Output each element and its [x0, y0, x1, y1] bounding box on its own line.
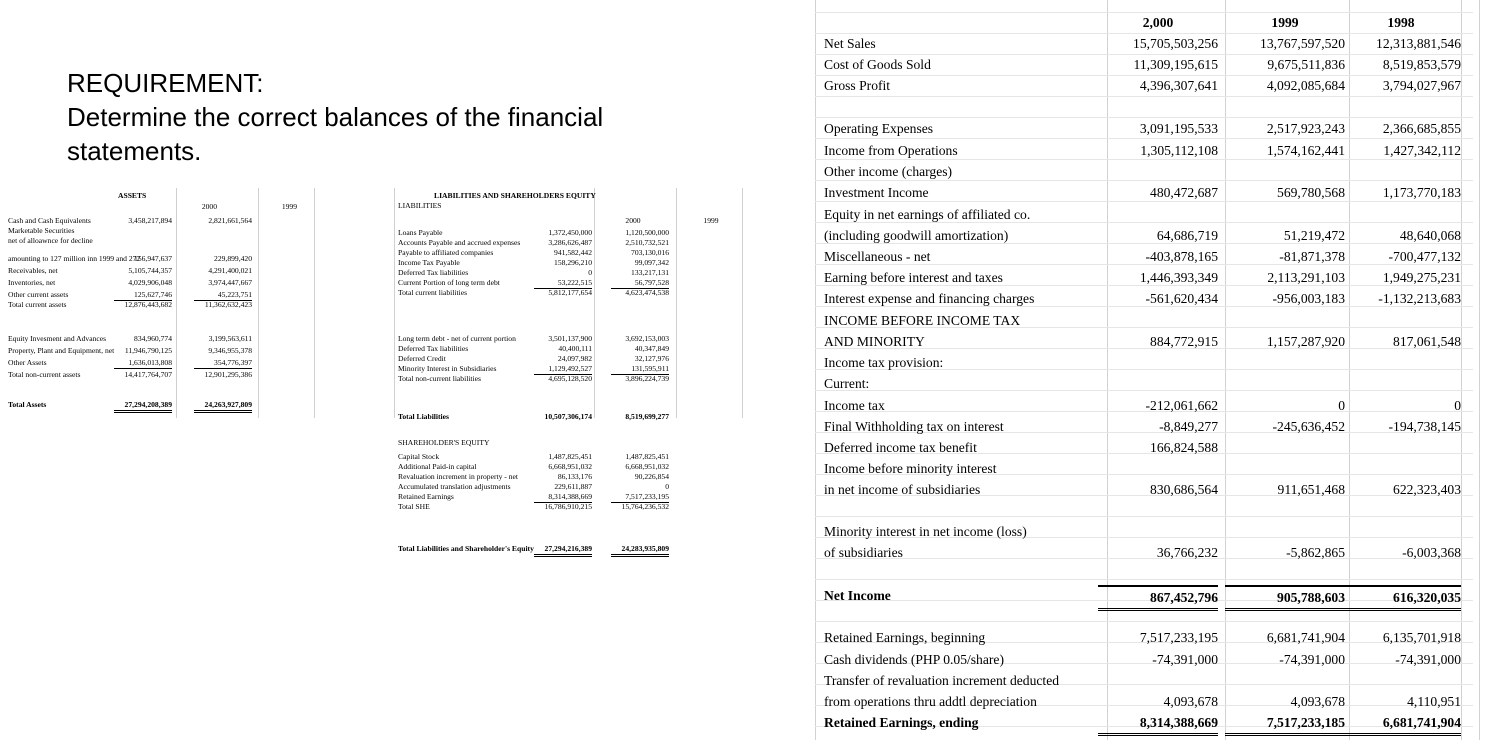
row-value-1999: 8,519,699,277 — [625, 412, 669, 421]
row-value-2000: 5,812,177,654 — [548, 288, 592, 297]
equity-label: Retained Earnings — [398, 492, 454, 501]
statement-row-label: Retained Earnings, beginning — [824, 630, 986, 645]
statement-row-label: Income tax provision: — [824, 355, 944, 370]
statement-row-value: 480,472,687 — [1150, 185, 1218, 200]
row-value-1999: 1,120,500,000 — [625, 228, 669, 237]
row-value-2000: 1,487,825,451 — [548, 452, 592, 461]
row-value-2000: 10,507,306,174 — [544, 412, 592, 421]
row-value-2000: 1,636,013,808 — [114, 358, 172, 369]
row-value-1999: 229,899,420 — [214, 254, 252, 263]
row-value-1999: 2,821,661,564 — [208, 216, 252, 225]
row-value-2000: 3,286,626,487 — [548, 238, 592, 247]
statement-row-value — [1341, 670, 1461, 691]
statement-row-value — [1225, 458, 1345, 479]
statement-row-label: Minority interest in net income (loss) — [824, 524, 1027, 539]
statement-row-label: Deferred income tax benefit — [824, 440, 977, 455]
statement-row-value: 4,093,678 — [1290, 694, 1345, 709]
grid-line — [815, 516, 1473, 517]
assets-title: ASSETS — [118, 191, 147, 200]
liability-label: Deferred Tax liabilities — [398, 268, 469, 277]
statement-row-value — [1341, 437, 1461, 458]
statement-row-label: Net Sales — [824, 36, 876, 51]
statement-row-value — [1098, 204, 1218, 225]
row-value-1999: 0 — [665, 482, 669, 491]
statement-row-label: Miscellaneous - net — [824, 249, 931, 264]
statement-row-value: 4,396,307,641 — [1139, 78, 1218, 93]
statement-row-value: -561,620,434 — [1145, 291, 1218, 306]
grid-line — [742, 188, 743, 418]
row-value-1999: 32,127,976 — [634, 354, 669, 363]
liability-label: Long term debt - net of current portion — [398, 334, 516, 343]
statement-row-value: 12,313,881,546 — [1376, 36, 1461, 51]
statement-row-value: 13,767,597,520 — [1260, 36, 1345, 51]
statement-row-label: Transfer of revaluation increment deducted — [824, 673, 1060, 688]
row-value-2000: 156,947,637 — [134, 254, 172, 263]
row-value-2000: 158,296,210 — [554, 258, 592, 267]
statement-row-label: Cost of Goods Sold — [824, 57, 931, 72]
statement-row-value: 6,681,741,904 — [1341, 712, 1461, 736]
statement-row-value — [1341, 204, 1461, 225]
row-value-2000: 6,668,951,032 — [548, 462, 592, 471]
statement-row-value — [1225, 204, 1345, 225]
statement-row-value: -403,878,165 — [1145, 249, 1218, 264]
liability-label: Income Tax Payable — [398, 258, 460, 267]
row-value-2000: 40,400,111 — [558, 344, 592, 353]
row-value-1999: 12,901,295,386 — [204, 370, 252, 379]
statement-row-label: Current: — [824, 376, 870, 391]
statement-row-label: from operations thru addtl depreciation — [824, 694, 1037, 709]
row-value-2000: 0 — [588, 268, 592, 277]
statement-row-value: 3,794,027,967 — [1382, 78, 1461, 93]
statement-row-value: 830,686,564 — [1150, 482, 1218, 497]
requirement-text — [67, 66, 707, 168]
row-value-2000: 834,960,774 — [134, 334, 172, 343]
row-value-1999: 354,776,397 — [194, 358, 252, 369]
grid-line — [258, 188, 259, 418]
asset-label: Cash and Cash Equivalents — [8, 216, 91, 225]
grid-line — [815, 0, 816, 740]
row-value-2000: 14,417,764,707 — [124, 370, 172, 379]
balance-sheet — [6, 188, 768, 568]
statement-row-value — [1225, 352, 1345, 373]
grid-line — [1461, 0, 1462, 740]
statement-row-label: Gross Profit — [824, 78, 891, 93]
statement-row-value: 905,788,603 — [1225, 585, 1345, 611]
statement-row-value: 817,061,548 — [1393, 334, 1461, 349]
statement-row-value: -5,862,865 — [1286, 545, 1345, 560]
grid-line — [815, 621, 1473, 622]
statement-row-value: 9,675,511,836 — [1267, 57, 1345, 72]
row-value-1999: 703,130,016 — [631, 248, 669, 257]
statement-row-value: 64,686,719 — [1156, 228, 1218, 243]
statement-row-value: 4,092,085,684 — [1266, 78, 1345, 93]
statement-row-label: Net Income — [824, 588, 891, 603]
statement-row-value: -6,003,368 — [1402, 545, 1461, 560]
row-value-1999: 3,692,153,003 — [625, 334, 669, 343]
statement-row-value: 36,766,232 — [1156, 545, 1218, 560]
statement-row-value: 2,113,291,103 — [1267, 270, 1345, 285]
statement-row-value: 166,824,588 — [1150, 440, 1218, 455]
statement-row-value: 1,574,162,441 — [1266, 143, 1345, 158]
total-liabilities-equity-label: Total Liabilities and Shareholder's Equity — [398, 544, 534, 553]
row-value-1999: 1,487,825,451 — [625, 452, 669, 461]
statement-row-value: -245,636,452 — [1272, 419, 1345, 434]
statement-row-value — [1341, 161, 1461, 182]
statement-row-label: Income tax — [824, 398, 885, 413]
statement-row-value: 0 — [1338, 398, 1345, 413]
grid-line — [594, 188, 595, 418]
year-header-1999: 1999 — [281, 202, 297, 211]
statement-row-value: 7,517,233,185 — [1225, 712, 1345, 736]
statement-row-value: 6,135,701,918 — [1382, 630, 1461, 645]
statement-row-value: -74,391,000 — [1279, 652, 1345, 667]
row-value-2000: 8,314,388,669 — [534, 492, 592, 503]
statement-row-value — [1098, 161, 1218, 182]
equity-label: Revaluation increment in property - net — [398, 472, 518, 481]
asset-label: Total non-current assets — [8, 370, 81, 379]
row-value-1999: 3,974,447,667 — [208, 278, 252, 287]
liability-label: Minority Interest in Subsidiaries — [398, 364, 497, 373]
row-value-1999: 6,668,951,032 — [625, 462, 669, 471]
liability-label: Payable to affiliated companies — [398, 248, 494, 257]
statement-row-label: Final Withholding tax on interest — [824, 419, 1004, 434]
statement-row-value: 8,519,853,579 — [1382, 57, 1461, 72]
statement-row-value: 1,305,112,108 — [1140, 143, 1218, 158]
statement-row-value: 569,780,568 — [1277, 185, 1345, 200]
statement-row-value — [1225, 670, 1345, 691]
row-value-2000: 27,294,216,389 — [534, 544, 592, 557]
statement-row-label: Interest expense and financing charges — [824, 291, 1035, 306]
statement-row-value — [1225, 373, 1345, 394]
statement-row-value — [1225, 521, 1345, 542]
row-value-1999: 133,217,131 — [631, 268, 669, 277]
statement-row-label: of subsidiaries — [824, 545, 903, 560]
grid-line — [676, 188, 677, 418]
statement-row-value: 1,157,287,920 — [1266, 334, 1345, 349]
year-header-1999: 1999 — [703, 216, 719, 225]
grid-line — [314, 188, 315, 418]
statement-row-value: 1,173,770,183 — [1382, 185, 1461, 200]
row-value-1999: 3,896,224,739 — [625, 374, 669, 383]
year-header: 1998 — [1387, 15, 1415, 30]
row-value-2000: 86,133,176 — [557, 472, 592, 481]
row-value-2000: 3,458,217,894 — [128, 216, 172, 225]
statement-row-value — [1098, 670, 1218, 691]
statement-row-value — [1098, 458, 1218, 479]
row-value-1999: 11,362,632,423 — [204, 300, 252, 309]
statement-row-label: Other income (charges) — [824, 164, 953, 179]
statement-row-value — [1098, 373, 1218, 394]
row-value-1999: 15,764,236,532 — [621, 502, 669, 511]
statement-row-label: INCOME BEFORE INCOME TAX — [824, 313, 1021, 328]
statement-row-value: 4,110,951 — [1407, 694, 1461, 709]
row-value-2000: 11,946,790,125 — [124, 346, 172, 355]
statement-row-value: -1,132,213,683 — [1378, 291, 1461, 306]
row-value-2000: 229,611,887 — [554, 482, 592, 491]
row-value-1999: 4,623,474,538 — [625, 288, 669, 297]
grid-line — [815, 96, 1473, 97]
statement-row-label: Income from Operations — [824, 143, 958, 158]
statement-row-value — [1341, 310, 1461, 331]
asset-label: Other current assets — [8, 290, 69, 299]
row-value-1999: 4,291,400,021 — [208, 266, 252, 275]
asset-label: Inventories, net — [8, 278, 56, 287]
asset-label: Receivables, net — [8, 266, 58, 275]
row-value-2000: 125,627,746 — [114, 290, 172, 301]
asset-label: amounting to 127 million inn 1999 and 272 — [8, 254, 141, 263]
liability-label: Loans Payable — [398, 228, 443, 237]
statement-row-value: 2,517,923,243 — [1266, 121, 1345, 136]
row-value-1999: 9,346,955,378 — [208, 346, 252, 355]
liability-label: Accounts Payable and accrued expenses — [398, 238, 521, 247]
grid-line — [176, 188, 177, 418]
liabilities-subtitle: LIABILITIES — [398, 201, 442, 210]
statement-row-value: 1,427,342,112 — [1383, 143, 1461, 158]
total-assets-label: Total Assets — [8, 400, 47, 409]
grid-line — [394, 188, 395, 418]
statement-row-label: Retained Earnings, ending — [824, 715, 979, 730]
year-header: 1999 — [1271, 15, 1299, 30]
asset-label: Marketable Securities — [8, 226, 75, 235]
row-value-2000: 941,582,442 — [554, 248, 592, 257]
total-liabilities-label: Total Liabilities — [398, 412, 449, 421]
statement-row-label: Cash dividends (PHP 0.05/share) — [824, 652, 1004, 667]
liability-label: Deferred Credit — [398, 354, 446, 363]
asset-label: Property, Plant and Equipment, net — [8, 346, 115, 355]
statement-row-value: 11,309,195,615 — [1133, 57, 1218, 72]
row-value-2000: 27,294,208,389 — [114, 400, 172, 413]
row-value-1999: 56,797,528 — [611, 278, 669, 289]
grid-line — [1479, 0, 1480, 740]
statement-row-value: 884,772,915 — [1150, 334, 1218, 349]
row-value-1999: 99,097,342 — [634, 258, 669, 267]
statement-row-label: Equity in net earnings of affiliated co. — [824, 207, 1031, 222]
liability-label: Total non-current liabilities — [398, 374, 481, 383]
statement-row-value: 7,517,233,195 — [1139, 630, 1218, 645]
asset-label: Equity Invesment and Advances — [8, 334, 107, 343]
statement-row-value — [1225, 310, 1345, 331]
row-value-2000: 4,029,906,048 — [128, 278, 172, 287]
statement-row-value — [1341, 458, 1461, 479]
statement-row-value — [1225, 161, 1345, 182]
equity-label: Total SHE — [398, 502, 430, 511]
statement-row-value: 6,681,741,904 — [1266, 630, 1345, 645]
statement-row-value: 8,314,388,669 — [1098, 712, 1218, 736]
row-value-1999: 3,199,563,611 — [208, 334, 252, 343]
statement-row-value: -212,061,662 — [1145, 398, 1218, 413]
statement-row-value — [1098, 352, 1218, 373]
requirement-line: Determine the correct balances of the financial — [67, 102, 604, 132]
statement-row-value: -74,391,000 — [1152, 652, 1218, 667]
asset-label: net of alloawnce for decline — [8, 236, 93, 245]
statement-row-value: 4,093,678 — [1163, 694, 1218, 709]
statement-row-value: -956,003,183 — [1272, 291, 1345, 306]
asset-label: Other Assets — [8, 358, 47, 367]
statement-row-label: (including goodwill amortization) — [824, 228, 1009, 243]
equity-label: Additional Paid-in capital — [398, 462, 477, 471]
row-value-1999: 7,517,233,195 — [611, 492, 669, 503]
requirement-line: statements. — [67, 136, 202, 166]
statement-row-value: -194,738,145 — [1388, 419, 1461, 434]
statement-row-value — [1341, 373, 1461, 394]
equity-label: Accumulated translation adjustments — [398, 482, 511, 491]
liability-label: Current Portion of long term debt — [398, 278, 500, 287]
statement-row-value: -81,871,378 — [1279, 249, 1345, 264]
statement-row-value: 616,320,035 — [1341, 585, 1461, 611]
statement-row-value: 911,651,468 — [1277, 482, 1345, 497]
row-value-2000: 16,786,910,215 — [544, 502, 592, 511]
statement-row-value — [1098, 521, 1218, 542]
statement-row-label: Investment Income — [824, 185, 929, 200]
row-value-2000: 5,105,744,357 — [128, 266, 172, 275]
asset-label: Total current assets — [8, 300, 67, 309]
row-value-1999: 24,263,927,809 — [194, 400, 252, 413]
row-value-2000: 1,129,492,527 — [534, 364, 592, 375]
row-value-1999: 45,223,751 — [194, 290, 252, 301]
row-value-2000: 1,372,450,000 — [548, 228, 592, 237]
equity-title: SHAREHOLDER'S EQUITY — [398, 438, 490, 447]
statement-row-value: 3,091,195,533 — [1139, 121, 1218, 136]
year-header-2000: 2000 — [201, 202, 217, 211]
statement-row-label: Income before minority interest — [824, 461, 997, 476]
statement-row-label: in net income of subsidiaries — [824, 482, 981, 497]
statement-row-value: -700,477,132 — [1388, 249, 1461, 264]
row-value-2000: 12,876,443,682 — [124, 300, 172, 309]
statement-row-label: Earning before interest and taxes — [824, 270, 1003, 285]
liabilities-equity-title: LIABILITIES AND SHAREHOLDERS EQUITY — [434, 191, 596, 200]
statement-row-value: 15,705,503,256 — [1133, 36, 1218, 51]
statement-row-value: -8,849,277 — [1159, 419, 1218, 434]
statement-row-value: 867,452,796 — [1098, 585, 1218, 611]
statement-row-value — [1341, 521, 1461, 542]
statement-row-value — [1341, 352, 1461, 373]
grid-line — [815, 579, 1473, 580]
row-value-2000: 4,695,128,520 — [548, 374, 592, 383]
statement-row-value — [1225, 437, 1345, 458]
liability-label: Total current liabilities — [398, 288, 468, 297]
equity-label: Capital Stock — [398, 452, 440, 461]
row-value-1999: 40,347,849 — [634, 344, 669, 353]
row-value-1999: 90,226,854 — [634, 472, 669, 481]
income-statement — [815, 0, 1491, 740]
statement-row-value — [1098, 310, 1218, 331]
requirement-heading: REQUIREMENT: — [67, 68, 264, 98]
liability-label: Deferred Tax liabilities — [398, 344, 469, 353]
statement-row-value: 2,366,685,855 — [1382, 121, 1461, 136]
row-value-1999: 2,510,732,521 — [625, 238, 669, 247]
row-value-1999: 131,595,911 — [611, 364, 669, 375]
statement-row-value: 1,446,393,349 — [1139, 270, 1218, 285]
statement-row-value: 51,219,472 — [1283, 228, 1345, 243]
year-header-2000: 2000 — [625, 216, 641, 225]
row-value-2000: 24,097,982 — [557, 354, 592, 363]
row-value-2000: 53,222,515 — [534, 278, 592, 289]
statement-row-value: 622,323,403 — [1393, 482, 1461, 497]
row-value-1999: 24,283,935,809 — [611, 544, 669, 557]
statement-row-label: Operating Expenses — [824, 121, 934, 136]
statement-row-value: -74,391,000 — [1395, 652, 1461, 667]
statement-row-value: 1,949,275,231 — [1382, 270, 1461, 285]
statement-row-label: AND MINORITY — [824, 334, 925, 349]
statement-row-value: 48,640,068 — [1399, 228, 1461, 243]
row-value-2000: 3,501,137,900 — [548, 334, 592, 343]
year-header: 2,000 — [1142, 15, 1174, 30]
statement-row-value: 0 — [1454, 398, 1461, 413]
